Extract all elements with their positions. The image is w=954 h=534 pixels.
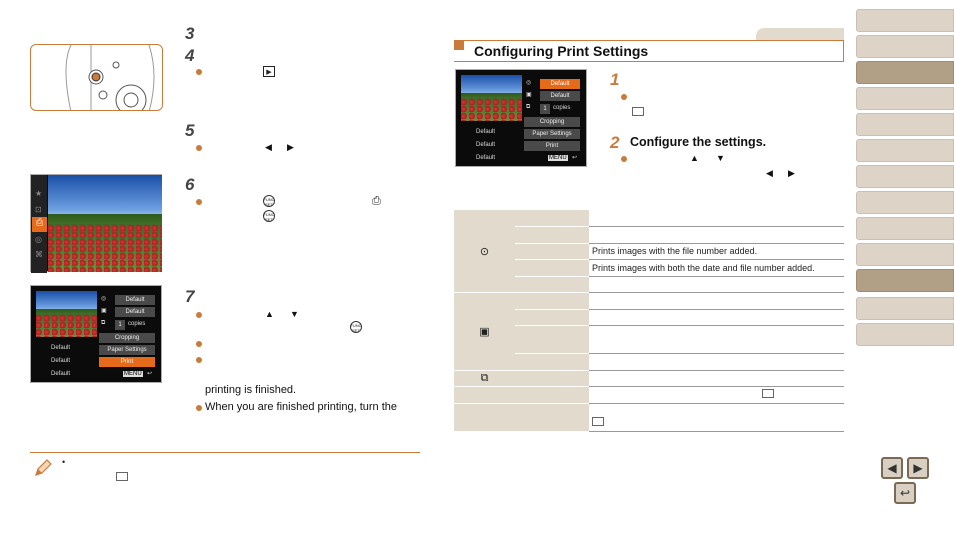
side-tab[interactable] <box>856 165 954 188</box>
book-reference-icon <box>762 389 774 398</box>
paper-size-status: Default <box>51 358 71 364</box>
right-arrow-icon: ▶ <box>287 142 294 152</box>
side-tab[interactable] <box>856 191 954 214</box>
bullet <box>196 405 202 411</box>
section-square-icon <box>454 40 464 50</box>
bullet <box>196 69 202 75</box>
side-tab[interactable] <box>856 139 954 162</box>
file-number-value: Default <box>540 91 580 101</box>
bullet <box>196 199 202 205</box>
step-2-label: Configure the settings. <box>630 135 767 149</box>
bullet <box>196 312 202 318</box>
table-cell: Prints images with both the date and file number added. <box>589 260 844 277</box>
book-reference-icon <box>632 107 644 116</box>
copies-label: copies <box>128 321 146 327</box>
date-setting-icon: ⊙ <box>454 210 515 293</box>
side-tab[interactable] <box>856 113 954 136</box>
paper-settings-button: Paper Settings <box>99 345 155 355</box>
cropping-button: Cropping <box>99 333 155 343</box>
copies-icon: ⧉ <box>526 104 531 110</box>
paper-type-status: Default <box>476 155 496 161</box>
date-icon: ◎ <box>526 80 532 86</box>
menu-button-label: MENU <box>549 155 567 161</box>
date-icon: ◎ <box>101 296 107 302</box>
paper-type-status: Default <box>51 371 71 377</box>
date-value: Default <box>540 79 580 89</box>
left-arrow-icon: ◀ <box>766 168 773 178</box>
camera-back-drawing <box>31 45 163 111</box>
side-tab[interactable] <box>856 243 954 266</box>
table-cell: Prints images with the file number added. <box>589 243 844 260</box>
print-settings-table <box>454 210 844 432</box>
step-number: 1 <box>610 70 620 89</box>
side-tab-active[interactable] <box>856 269 954 292</box>
side-tab[interactable] <box>856 217 954 240</box>
file-number-setting-icon: ▣ <box>454 293 515 371</box>
camera-screen-print-menu <box>30 174 162 272</box>
copies-value: 1 <box>540 104 550 114</box>
thumbnail-photo <box>461 75 522 121</box>
step-number: 6 <box>185 175 195 194</box>
bullet <box>621 94 627 100</box>
bullet <box>621 156 627 162</box>
up-arrow-icon: ▲ <box>265 309 274 319</box>
camera-screen-print-settings-right <box>455 69 587 167</box>
date-value: Default <box>115 295 155 305</box>
landscape-photo <box>48 175 162 272</box>
note-bullet: • <box>62 457 66 467</box>
menu-icon: ⊡ <box>35 205 42 214</box>
menu-button-label: MENU <box>124 371 142 377</box>
bullet <box>196 341 202 347</box>
side-tab[interactable] <box>856 323 954 346</box>
file-number-icon: ▣ <box>526 92 532 98</box>
cropping-button: Cropping <box>524 117 580 127</box>
thumbnail-photo <box>36 291 97 337</box>
return-button[interactable]: ↩ <box>894 482 916 504</box>
step-number: 5 <box>185 121 195 140</box>
note-divider <box>30 452 420 453</box>
print-menu-icon: ⎙ <box>32 217 47 232</box>
header-tab-decoration <box>756 28 844 40</box>
table-row <box>454 403 844 431</box>
copies-setting-icon: ⧉ <box>454 370 515 387</box>
down-arrow-icon: ▼ <box>716 153 725 163</box>
print-icon: ⎙ <box>372 195 381 207</box>
previous-page-button[interactable]: ◀ <box>881 457 903 479</box>
menu-icon: ◎ <box>35 235 42 244</box>
copies-label: copies <box>553 105 571 111</box>
copies-icon: ⧉ <box>101 320 106 326</box>
side-tab-active[interactable] <box>856 61 954 84</box>
finished-printing-text: When you are finished printing, turn the <box>205 401 398 413</box>
file-number-value: Default <box>115 307 155 317</box>
left-arrow-icon: ◀ <box>265 142 272 152</box>
section-title: Configuring Print Settings <box>474 43 649 59</box>
crop-status: Default <box>51 345 71 351</box>
next-page-button[interactable]: ▶ <box>907 457 929 479</box>
func-set-button-icon: FUNC SET <box>350 322 362 333</box>
bullet <box>196 357 202 363</box>
return-icon: ↩ <box>147 371 153 377</box>
book-reference-icon <box>592 417 604 426</box>
menu-icon: ⌘ <box>35 250 43 259</box>
paper-size-status: Default <box>476 142 496 148</box>
table-row <box>454 293 844 310</box>
side-tab[interactable] <box>856 87 954 110</box>
copies-value: 1 <box>115 320 125 330</box>
step-number: 7 <box>185 287 195 306</box>
bullet <box>196 145 202 151</box>
return-icon: ↩ <box>572 155 578 161</box>
menu-icon: ★ <box>35 189 43 198</box>
func-set-button-icon: FUNC SET <box>263 196 275 207</box>
side-tab[interactable] <box>856 35 954 58</box>
paper-settings-button: Paper Settings <box>524 129 580 139</box>
camera-button-illustration <box>30 44 163 111</box>
table-row <box>454 387 844 404</box>
step-number: 4 <box>185 46 195 65</box>
crop-status: Default <box>476 129 496 135</box>
side-tab[interactable] <box>856 9 954 32</box>
print-button: Print <box>524 141 580 151</box>
down-arrow-icon: ▼ <box>290 309 299 319</box>
side-tab[interactable] <box>856 297 954 320</box>
book-reference-icon <box>116 472 128 481</box>
file-number-icon: ▣ <box>101 308 107 314</box>
table-row <box>454 210 844 227</box>
step-number: 3 <box>185 24 195 43</box>
camera-screen-print-settings <box>30 285 162 383</box>
step-number: 2 <box>610 133 620 152</box>
pencil-icon <box>33 458 53 478</box>
up-arrow-icon: ▲ <box>690 153 699 163</box>
print-button: Print <box>99 357 155 367</box>
printing-finished-text: printing is finished. <box>205 384 297 396</box>
right-arrow-icon: ▶ <box>788 168 795 178</box>
table-row <box>454 370 844 387</box>
func-set-button-icon: FUNC SET <box>263 211 275 222</box>
playback-icon: ▶ <box>263 66 275 77</box>
